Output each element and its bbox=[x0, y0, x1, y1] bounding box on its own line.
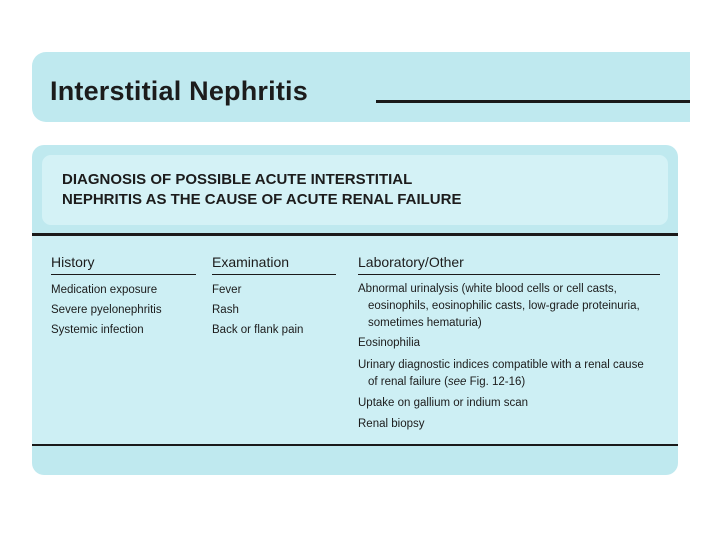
diagnosis-heading bbox=[62, 170, 461, 210]
examination-item: Back or flank pain bbox=[212, 324, 304, 336]
see-reference: see bbox=[447, 376, 467, 388]
column-underline-examination bbox=[212, 274, 336, 275]
history-item: Medication exposure bbox=[51, 284, 158, 296]
diagnosis-heading-line-2: NEPHRITIS AS THE CAUSE OF ACUTE RENAL FAILURE bbox=[62, 191, 462, 208]
laboratory-item bbox=[358, 281, 640, 332]
column-underline-history bbox=[51, 274, 196, 275]
lab-item-line: of renal failure (see Fig. 12-16) bbox=[368, 376, 526, 388]
examination-item: Rash bbox=[212, 304, 239, 316]
column-header-examination: Examination bbox=[212, 254, 290, 270]
title-underline bbox=[376, 100, 690, 103]
table-bottom-rule bbox=[32, 444, 678, 446]
page-title: Interstitial Nephritis bbox=[50, 76, 308, 106]
column-underline-laboratory bbox=[358, 274, 660, 275]
laboratory-item: Uptake on gallium or indium scan bbox=[358, 397, 529, 409]
diagnosis-table bbox=[32, 236, 678, 445]
examination-item: Fever bbox=[212, 284, 242, 296]
history-item: Severe pyelonephritis bbox=[51, 304, 162, 316]
lab-item-line: Abnormal urinalysis (white blood cells or cell casts, bbox=[358, 283, 617, 295]
lab-item-line: Urinary diagnostic indices compatible with a renal cause bbox=[358, 359, 644, 371]
laboratory-item: Eosinophilia bbox=[358, 337, 421, 349]
column-header-laboratory: Laboratory/Other bbox=[358, 254, 464, 270]
laboratory-item bbox=[358, 357, 644, 391]
laboratory-item: Renal biopsy bbox=[358, 418, 425, 430]
lab-item-line: eosinophils, eosinophilic casts, low-grade proteinuria, bbox=[368, 300, 640, 312]
history-item: Systemic infection bbox=[51, 324, 144, 336]
column-header-history: History bbox=[51, 254, 95, 270]
lab-item-line: sometimes hematuria) bbox=[368, 317, 482, 329]
diagnosis-heading-line-1: DIAGNOSIS OF POSSIBLE ACUTE INTERSTITIAL bbox=[62, 171, 413, 188]
